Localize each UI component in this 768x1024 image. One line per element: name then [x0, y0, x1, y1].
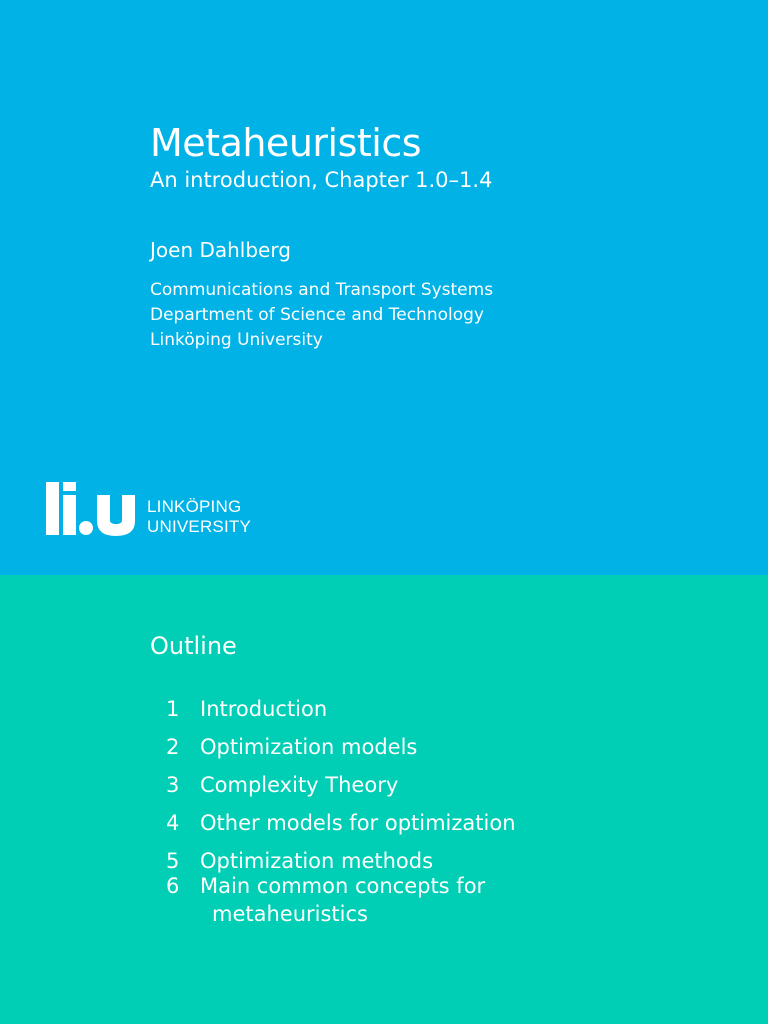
outline-item: [166, 695, 327, 723]
author-name: Joen Dahlberg: [150, 238, 291, 262]
item-label: Optimization methods: [200, 849, 434, 873]
item-label: Optimization models: [200, 735, 418, 759]
affiliation-line: Communications and Transport Systems: [150, 280, 494, 300]
university-logo: [46, 482, 276, 538]
item-number: 5: [166, 849, 180, 873]
item-label: Other models for optimization: [200, 811, 516, 835]
outline-item: [166, 872, 485, 928]
item-label: Introduction: [200, 697, 328, 721]
logo-line: LINKÖPING: [147, 497, 242, 516]
affiliation-line: Department of Science and Technology: [150, 305, 484, 325]
outline-item: [166, 847, 433, 875]
item-label-line: Main common concepts for: [200, 874, 486, 898]
item-number: 1: [166, 697, 180, 721]
logo-line: UNIVERSITY: [147, 517, 252, 536]
item-number: 3: [166, 773, 180, 797]
item-number: 4: [166, 811, 180, 835]
affiliation: [150, 278, 493, 353]
outline-item: [166, 809, 516, 837]
outline-item: [166, 771, 398, 799]
slide-subtitle: An introduction, Chapter 1.0–1.4: [150, 168, 493, 192]
item-label: [200, 872, 485, 928]
item-number: 2: [166, 735, 180, 759]
liu-logo-icon: [46, 482, 142, 538]
affiliation-line: Linköping University: [150, 330, 323, 350]
item-label: Complexity Theory: [200, 773, 399, 797]
slide-title: Metaheuristics: [150, 121, 422, 165]
item-label-line: metaheuristics: [212, 902, 368, 926]
outline-title: Outline: [150, 632, 237, 660]
outline-item: [166, 733, 417, 761]
outline-slide: [0, 575, 768, 1024]
logo-wordmark: [147, 497, 251, 537]
item-number: 6: [166, 874, 180, 898]
